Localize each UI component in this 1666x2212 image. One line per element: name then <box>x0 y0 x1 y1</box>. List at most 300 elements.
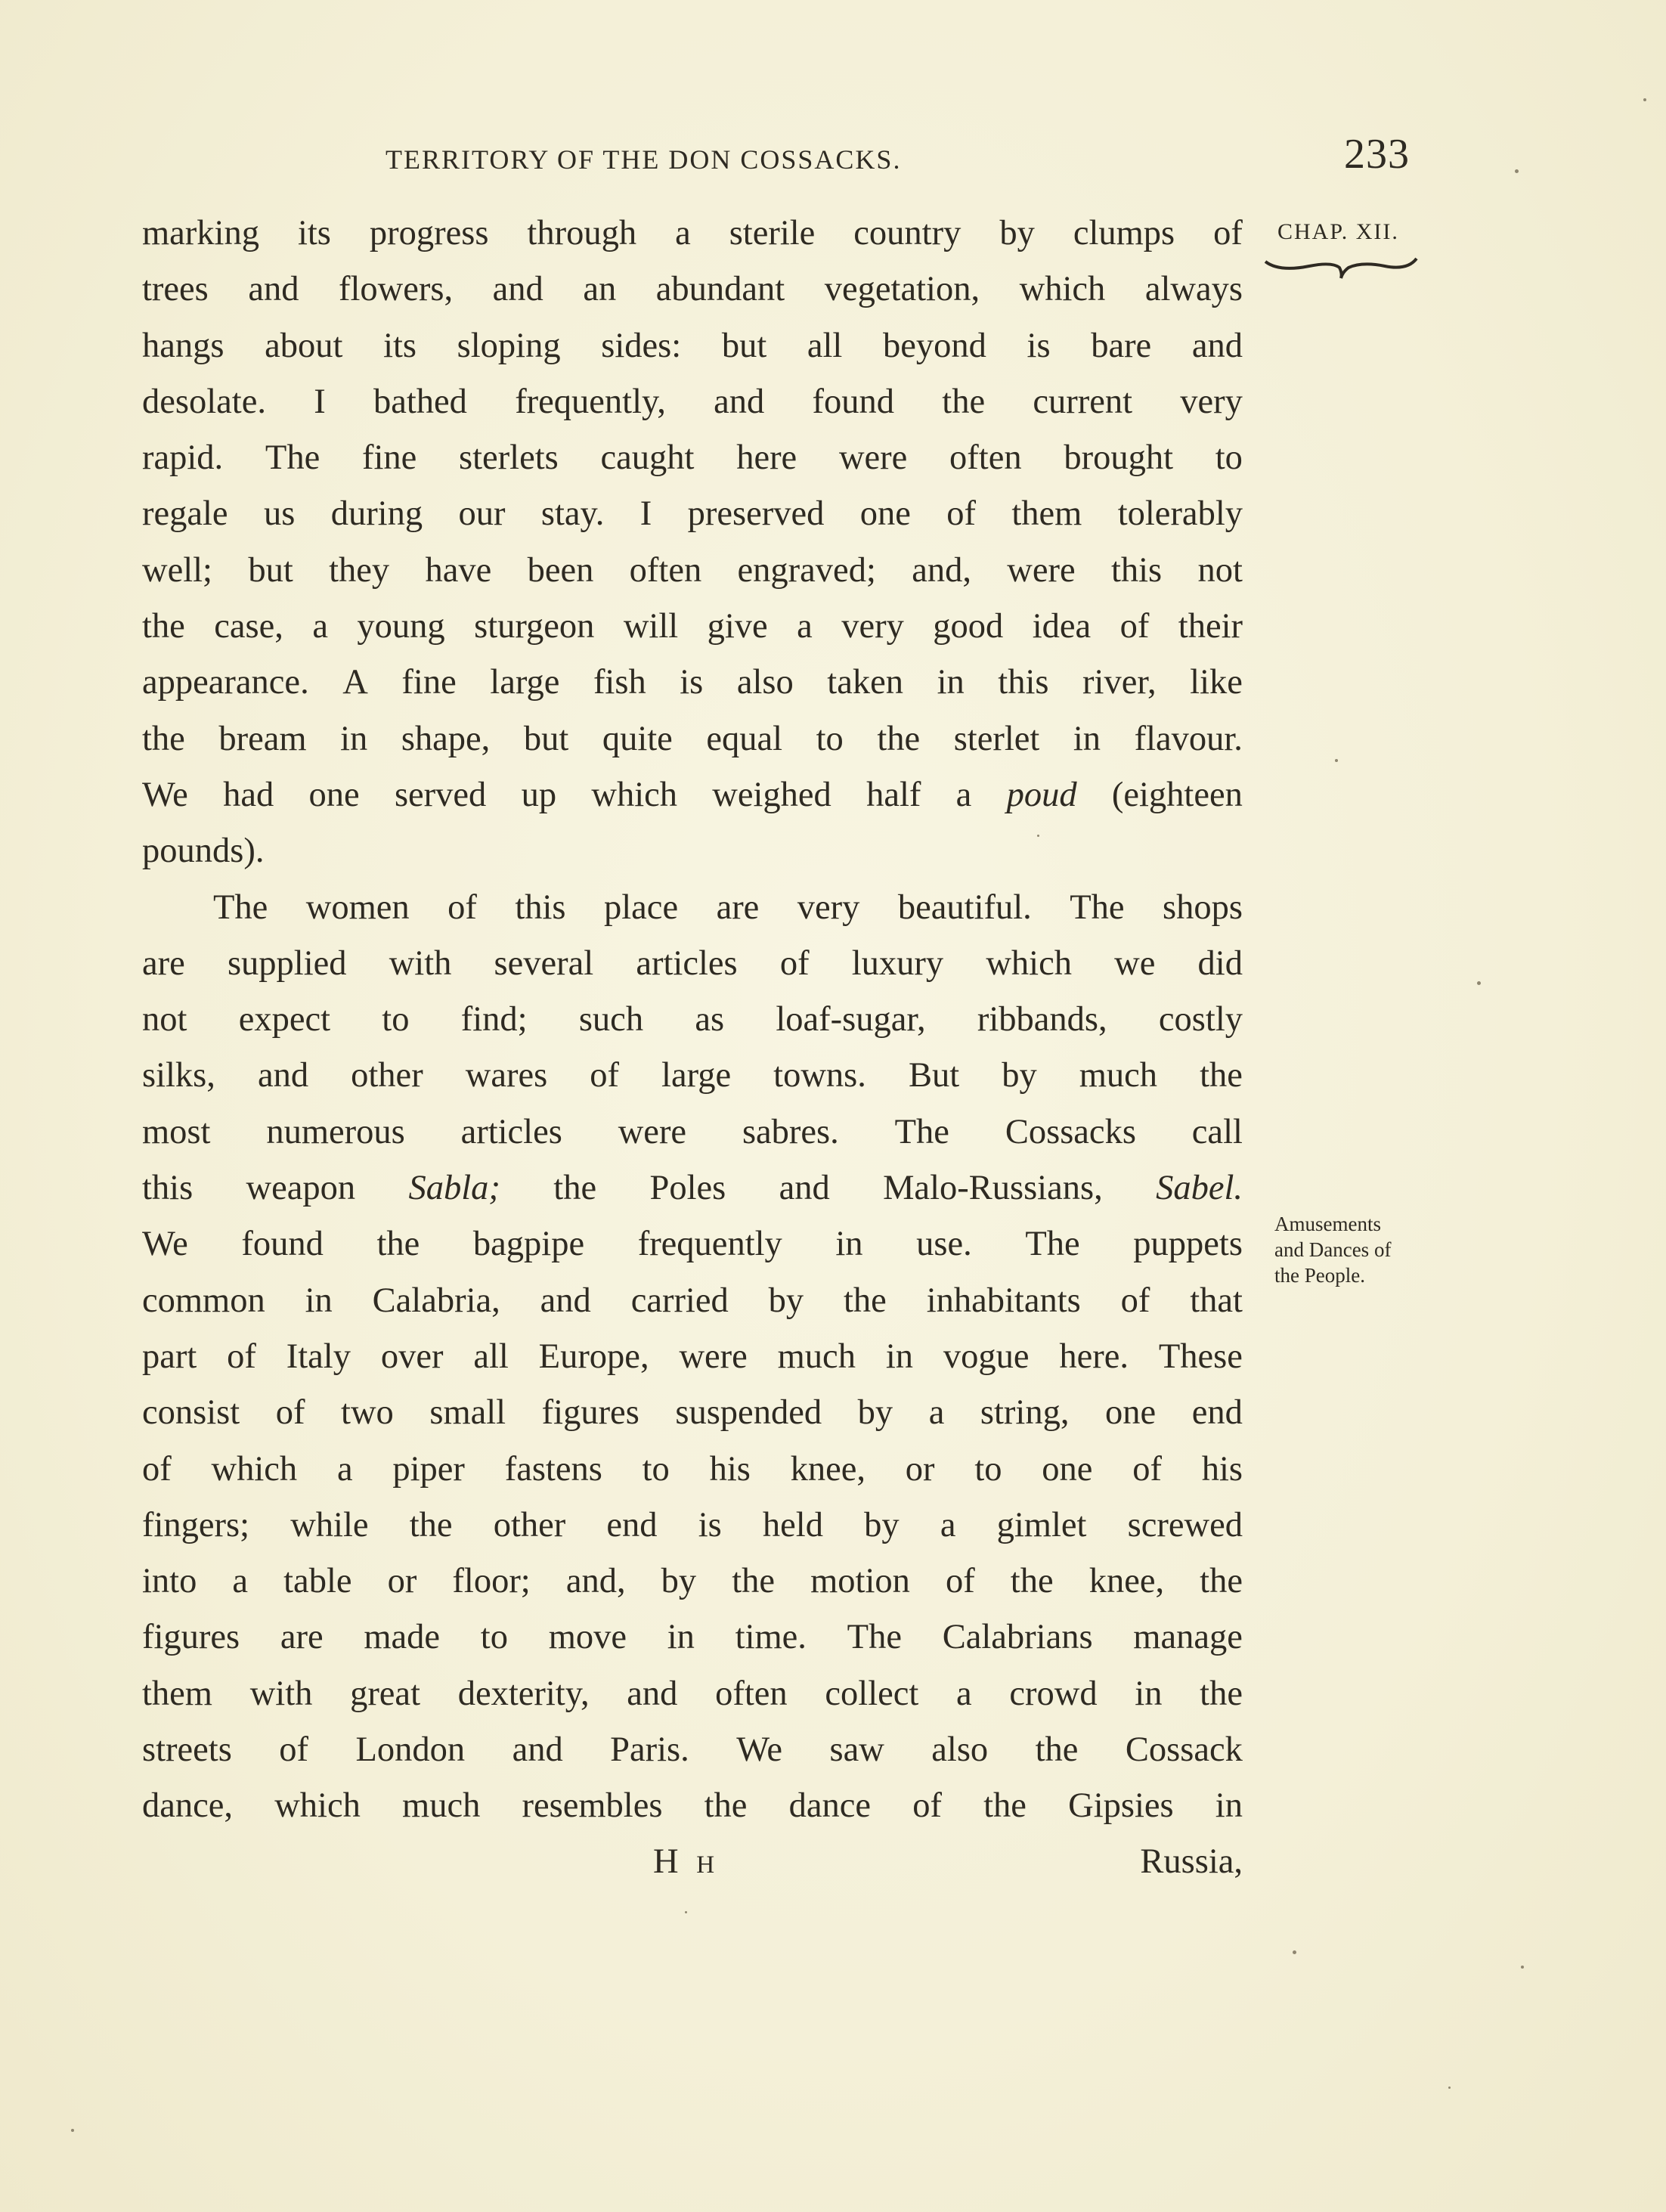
word: gimlet <box>996 1505 1087 1544</box>
word: vogue <box>943 1337 1030 1376</box>
word: often <box>629 550 702 590</box>
page-footer <box>142 1842 1243 1887</box>
word: very <box>841 607 904 646</box>
word: an <box>583 270 617 309</box>
text-line <box>142 1442 1243 1498</box>
word: marking <box>142 214 259 252</box>
word: young <box>357 607 445 646</box>
word: large <box>490 663 560 702</box>
word: frequently, <box>515 382 666 421</box>
word: towns. <box>773 1056 866 1095</box>
word: will <box>623 607 679 646</box>
word: and, <box>565 1562 626 1601</box>
word: and <box>248 270 299 309</box>
word: good <box>933 607 1004 646</box>
word: Italy <box>286 1337 351 1376</box>
word: (eighteen <box>1111 775 1243 814</box>
word: this <box>998 663 1049 702</box>
word: stay. <box>540 494 605 534</box>
word: and <box>627 1674 678 1713</box>
word: regale <box>142 494 228 534</box>
word: were <box>838 438 908 478</box>
text-line <box>142 711 1243 767</box>
word: the <box>1010 1562 1054 1601</box>
word: in <box>1215 1786 1243 1826</box>
word: one <box>1042 1449 1093 1489</box>
text-line: pounds). <box>142 832 265 871</box>
page-number: 233 <box>1344 131 1410 178</box>
word: a <box>675 214 691 252</box>
word: supplied <box>227 943 347 983</box>
word: Cossack <box>1125 1730 1243 1770</box>
word: of <box>1120 1281 1150 1320</box>
word: but <box>721 326 767 365</box>
word: held <box>762 1505 823 1544</box>
word: weapon <box>246 1169 356 1208</box>
word: of <box>946 494 976 534</box>
word: string, <box>980 1393 1070 1433</box>
word: Poles <box>649 1169 726 1208</box>
word: brought <box>1064 438 1173 478</box>
word: which <box>986 943 1072 983</box>
word: a <box>928 1393 945 1433</box>
word: We <box>142 775 188 814</box>
running-title: TERRITORY OF THE DON COSSACKS. <box>386 144 902 175</box>
word: by <box>661 1562 697 1601</box>
word: common <box>142 1281 265 1320</box>
word: The <box>213 888 268 927</box>
word: and <box>492 270 543 309</box>
word: we <box>1114 943 1156 983</box>
paper-speck <box>1521 1966 1524 1969</box>
word: as <box>695 1000 725 1039</box>
text-line <box>142 1216 1243 1272</box>
word: in <box>340 719 368 758</box>
word: in <box>1135 1674 1163 1713</box>
word: and <box>1191 326 1243 365</box>
word: this <box>515 888 566 927</box>
word: had <box>223 775 274 814</box>
word: resembles <box>522 1786 663 1826</box>
word: The <box>265 438 321 478</box>
word: a <box>797 607 813 646</box>
marginal-note-line: Amusements <box>1274 1213 1381 1235</box>
word: with <box>389 943 452 983</box>
word: country <box>853 214 962 252</box>
word: numerous <box>266 1112 405 1151</box>
word: women <box>305 888 410 927</box>
word: saw <box>829 1730 884 1770</box>
word: by <box>857 1393 893 1433</box>
word: a <box>956 1674 972 1713</box>
text-line <box>142 1048 1243 1104</box>
word: its <box>297 214 331 252</box>
word: of <box>142 1449 172 1489</box>
word: the <box>732 1562 776 1601</box>
word: current <box>1033 382 1133 421</box>
text-line <box>142 655 1243 711</box>
word: dance, <box>142 1786 234 1826</box>
word: find; <box>460 1000 528 1039</box>
word: all <box>807 326 843 365</box>
text-line <box>142 486 1243 542</box>
word: of <box>912 1786 942 1826</box>
word: the <box>704 1786 748 1826</box>
word: figures <box>142 1618 240 1657</box>
word: to <box>480 1618 508 1657</box>
word: other <box>351 1056 423 1095</box>
text-line <box>142 1104 1243 1160</box>
word: the <box>1200 1056 1243 1095</box>
word: the <box>1035 1730 1079 1770</box>
word: in <box>1073 719 1101 758</box>
word: figures <box>541 1393 639 1433</box>
word: to <box>642 1449 670 1489</box>
text-line <box>142 1498 1243 1554</box>
word: to <box>816 719 844 758</box>
word: sterlet <box>953 719 1040 758</box>
word: found <box>812 382 895 421</box>
word: of <box>945 1562 975 1601</box>
text-line <box>142 936 1243 992</box>
word: were <box>618 1112 687 1151</box>
word: while <box>290 1505 369 1544</box>
word: idea <box>1032 607 1092 646</box>
word: fine <box>401 663 457 702</box>
text-line <box>142 599 1243 655</box>
paper-speck <box>71 2129 74 2132</box>
word: bagpipe <box>472 1225 585 1264</box>
word: our <box>458 494 506 534</box>
word: his <box>1201 1449 1243 1489</box>
paper-speck <box>1293 1950 1296 1954</box>
word: half <box>866 775 921 814</box>
word: in <box>885 1337 913 1376</box>
word: abundant <box>655 270 785 309</box>
word: they <box>329 550 390 590</box>
word: of <box>279 1730 308 1770</box>
word: that <box>1190 1281 1243 1320</box>
word: Calabrians <box>942 1618 1093 1657</box>
word: Malo-Russians, <box>883 1169 1103 1208</box>
word: not <box>1197 550 1243 590</box>
word: vegetation, <box>824 270 980 309</box>
word: here <box>736 438 797 478</box>
word: articles <box>636 943 738 983</box>
word: Gipsies <box>1068 1786 1174 1826</box>
word: Europe, <box>538 1337 649 1376</box>
word: a <box>955 775 972 814</box>
word: table <box>283 1562 352 1601</box>
word: taken <box>827 663 903 702</box>
text-line <box>142 1385 1243 1441</box>
word: a <box>232 1562 249 1601</box>
word: give <box>707 607 768 646</box>
word: much <box>1079 1056 1158 1095</box>
word: and, <box>912 550 971 590</box>
word: equal <box>706 719 783 758</box>
text-line <box>142 374 1243 430</box>
word: which <box>591 775 677 814</box>
word: Calabria, <box>372 1281 500 1320</box>
word: screwed <box>1127 1505 1243 1544</box>
italic-word: poud <box>1006 775 1077 814</box>
word: which <box>274 1786 361 1826</box>
word: carried <box>630 1281 729 1320</box>
paper-speck <box>1643 98 1646 101</box>
word: trees <box>142 270 209 309</box>
text-line <box>142 430 1243 486</box>
word: the <box>409 1505 453 1544</box>
word: also <box>931 1730 989 1770</box>
word: motion <box>810 1562 910 1601</box>
word: this <box>142 1169 194 1208</box>
word: often <box>715 1674 788 1713</box>
word: flowers, <box>339 270 454 309</box>
word: a <box>336 1449 353 1489</box>
word: by <box>864 1505 900 1544</box>
word: I <box>314 382 326 421</box>
word: most <box>142 1112 211 1151</box>
word: or <box>387 1562 417 1601</box>
word: their <box>1178 607 1243 646</box>
word: often <box>949 438 1022 478</box>
word: or <box>905 1449 935 1489</box>
word: end <box>606 1505 658 1544</box>
word: I <box>639 494 652 534</box>
word: were <box>679 1337 748 1376</box>
word: puppets <box>1133 1225 1243 1264</box>
word: and <box>779 1169 830 1208</box>
word: which <box>211 1449 298 1489</box>
word: the <box>1200 1674 1243 1713</box>
word: These <box>1158 1337 1243 1376</box>
word: were <box>1007 550 1076 590</box>
word: bare <box>1091 326 1152 365</box>
word: sabres. <box>742 1112 839 1151</box>
word: suspended <box>675 1393 822 1433</box>
word: in <box>835 1225 863 1264</box>
word: floor; <box>452 1562 531 1601</box>
word: bathed <box>373 382 467 421</box>
paper-speck <box>1335 759 1338 762</box>
word: in <box>667 1618 695 1657</box>
word: sloping <box>457 326 561 365</box>
word: collect <box>825 1674 919 1713</box>
word: found <box>241 1225 324 1264</box>
word: one <box>859 494 911 534</box>
word: its <box>383 326 417 365</box>
word: case, <box>214 607 283 646</box>
word: London <box>355 1730 466 1770</box>
text-line <box>142 1329 1243 1385</box>
word: are <box>716 888 760 927</box>
word: flavour. <box>1134 719 1243 758</box>
word: fine <box>361 438 417 478</box>
word: crowd <box>1009 1674 1098 1713</box>
word: tolerably <box>1117 494 1243 534</box>
word: always <box>1144 270 1243 309</box>
word: place <box>604 888 679 927</box>
word: river, <box>1082 663 1157 702</box>
word: call <box>1191 1112 1243 1151</box>
word: are <box>142 943 185 983</box>
word: dance <box>788 1786 872 1826</box>
word: We <box>142 1225 188 1264</box>
word: articles <box>460 1112 562 1151</box>
word: sterlets <box>459 438 559 478</box>
word: the <box>1200 1562 1243 1601</box>
word: fish <box>593 663 646 702</box>
word: us <box>263 494 296 534</box>
word: by <box>1002 1056 1037 1095</box>
word: his <box>709 1449 751 1489</box>
word: this <box>1110 550 1163 590</box>
word: very <box>1180 382 1243 421</box>
word: beautiful. <box>897 888 1032 927</box>
word: desolate. <box>142 382 266 421</box>
word: dexterity, <box>457 1674 590 1713</box>
word: about <box>265 326 343 365</box>
word: well; <box>142 550 212 590</box>
marginal-note-line: and Dances of <box>1274 1238 1392 1261</box>
word: the <box>142 607 185 646</box>
word: weighed <box>712 775 831 814</box>
signature-mark: H h <box>653 1842 720 1881</box>
catchword: Russia, <box>1140 1842 1243 1881</box>
italic-word: Sabel. <box>1156 1169 1243 1208</box>
word: silks, <box>142 1056 215 1095</box>
word: of <box>779 943 810 983</box>
word: is <box>680 663 704 702</box>
word: the <box>942 382 986 421</box>
paper-speck <box>1477 981 1481 985</box>
word: preserved <box>687 494 825 534</box>
word: The <box>1025 1225 1080 1264</box>
word: shops <box>1163 888 1243 927</box>
word: rapid. <box>142 438 224 478</box>
word: sturgeon <box>474 607 595 646</box>
word: The <box>1070 888 1125 927</box>
text-line <box>142 206 1243 262</box>
text-line <box>142 1778 1243 1834</box>
word: streets <box>142 1730 232 1770</box>
word: hangs <box>142 326 225 365</box>
word: bream <box>218 719 307 758</box>
word: by <box>999 214 1035 252</box>
body-text <box>142 206 1243 1835</box>
word: loaf-sugar, <box>776 1000 926 1039</box>
chapter-brace-ornament <box>1264 256 1418 286</box>
word: the <box>553 1169 597 1208</box>
word: appearance. <box>142 663 309 702</box>
word: two <box>341 1393 394 1433</box>
text-line <box>142 543 1243 599</box>
word: in <box>305 1281 333 1320</box>
word: the <box>844 1281 887 1320</box>
word: of <box>1119 607 1150 646</box>
word: of <box>1132 1449 1162 1489</box>
word: but <box>523 719 569 758</box>
word: over <box>380 1337 444 1376</box>
marginal-note-line: the People. <box>1274 1264 1365 1287</box>
word: manage <box>1133 1618 1243 1657</box>
word: a <box>940 1505 956 1544</box>
word: move <box>548 1618 627 1657</box>
paper-speck <box>1515 169 1519 173</box>
word: into <box>142 1562 197 1601</box>
word: is <box>1027 326 1051 365</box>
word: shape, <box>401 719 491 758</box>
word: The <box>847 1618 902 1657</box>
word: are <box>280 1618 324 1657</box>
word: The <box>894 1112 949 1151</box>
text-line <box>142 1554 1243 1609</box>
italic-word: Sabla; <box>408 1169 500 1208</box>
word: inhabitants <box>926 1281 1081 1320</box>
word: made <box>364 1618 441 1657</box>
word: sterile <box>729 214 816 252</box>
text-line <box>142 318 1243 374</box>
word: through <box>527 214 637 252</box>
text-line <box>142 1666 1243 1722</box>
text-line <box>142 992 1243 1048</box>
word: a <box>312 607 328 646</box>
word: all <box>473 1337 509 1376</box>
word: like <box>1190 663 1243 702</box>
word: ribbands, <box>977 1000 1107 1039</box>
word: and <box>512 1730 563 1770</box>
word: up <box>521 775 557 814</box>
word: piper <box>392 1449 465 1489</box>
word: frequently <box>637 1225 782 1264</box>
word: much <box>777 1337 856 1376</box>
word: to <box>382 1000 410 1039</box>
word: beyond <box>883 326 986 365</box>
word: use. <box>916 1225 972 1264</box>
word: large <box>661 1056 732 1095</box>
word: small <box>429 1393 506 1433</box>
word: to <box>1215 438 1243 478</box>
word: of <box>227 1337 256 1376</box>
paragraph-first-line <box>142 880 1243 936</box>
word: engraved; <box>737 550 876 590</box>
word: but <box>248 550 293 590</box>
word: one <box>308 775 360 814</box>
word: time. <box>735 1618 807 1657</box>
word: the <box>142 719 185 758</box>
word: sides: <box>601 326 682 365</box>
word: Paris. <box>610 1730 689 1770</box>
word: fastens <box>504 1449 602 1489</box>
word: served <box>394 775 487 814</box>
word: progress <box>369 214 489 252</box>
word: fingers; <box>142 1505 250 1544</box>
word: and <box>714 382 765 421</box>
word: wares <box>465 1056 548 1095</box>
word: caught <box>600 438 695 478</box>
word: one <box>1105 1393 1157 1433</box>
word: during <box>330 494 423 534</box>
word: did <box>1197 943 1243 983</box>
word: by <box>768 1281 804 1320</box>
word: several <box>494 943 594 983</box>
word: clumps <box>1073 214 1175 252</box>
word: luxury <box>851 943 944 983</box>
word: them <box>1011 494 1082 534</box>
word: consist <box>142 1393 240 1433</box>
word: in <box>937 663 965 702</box>
